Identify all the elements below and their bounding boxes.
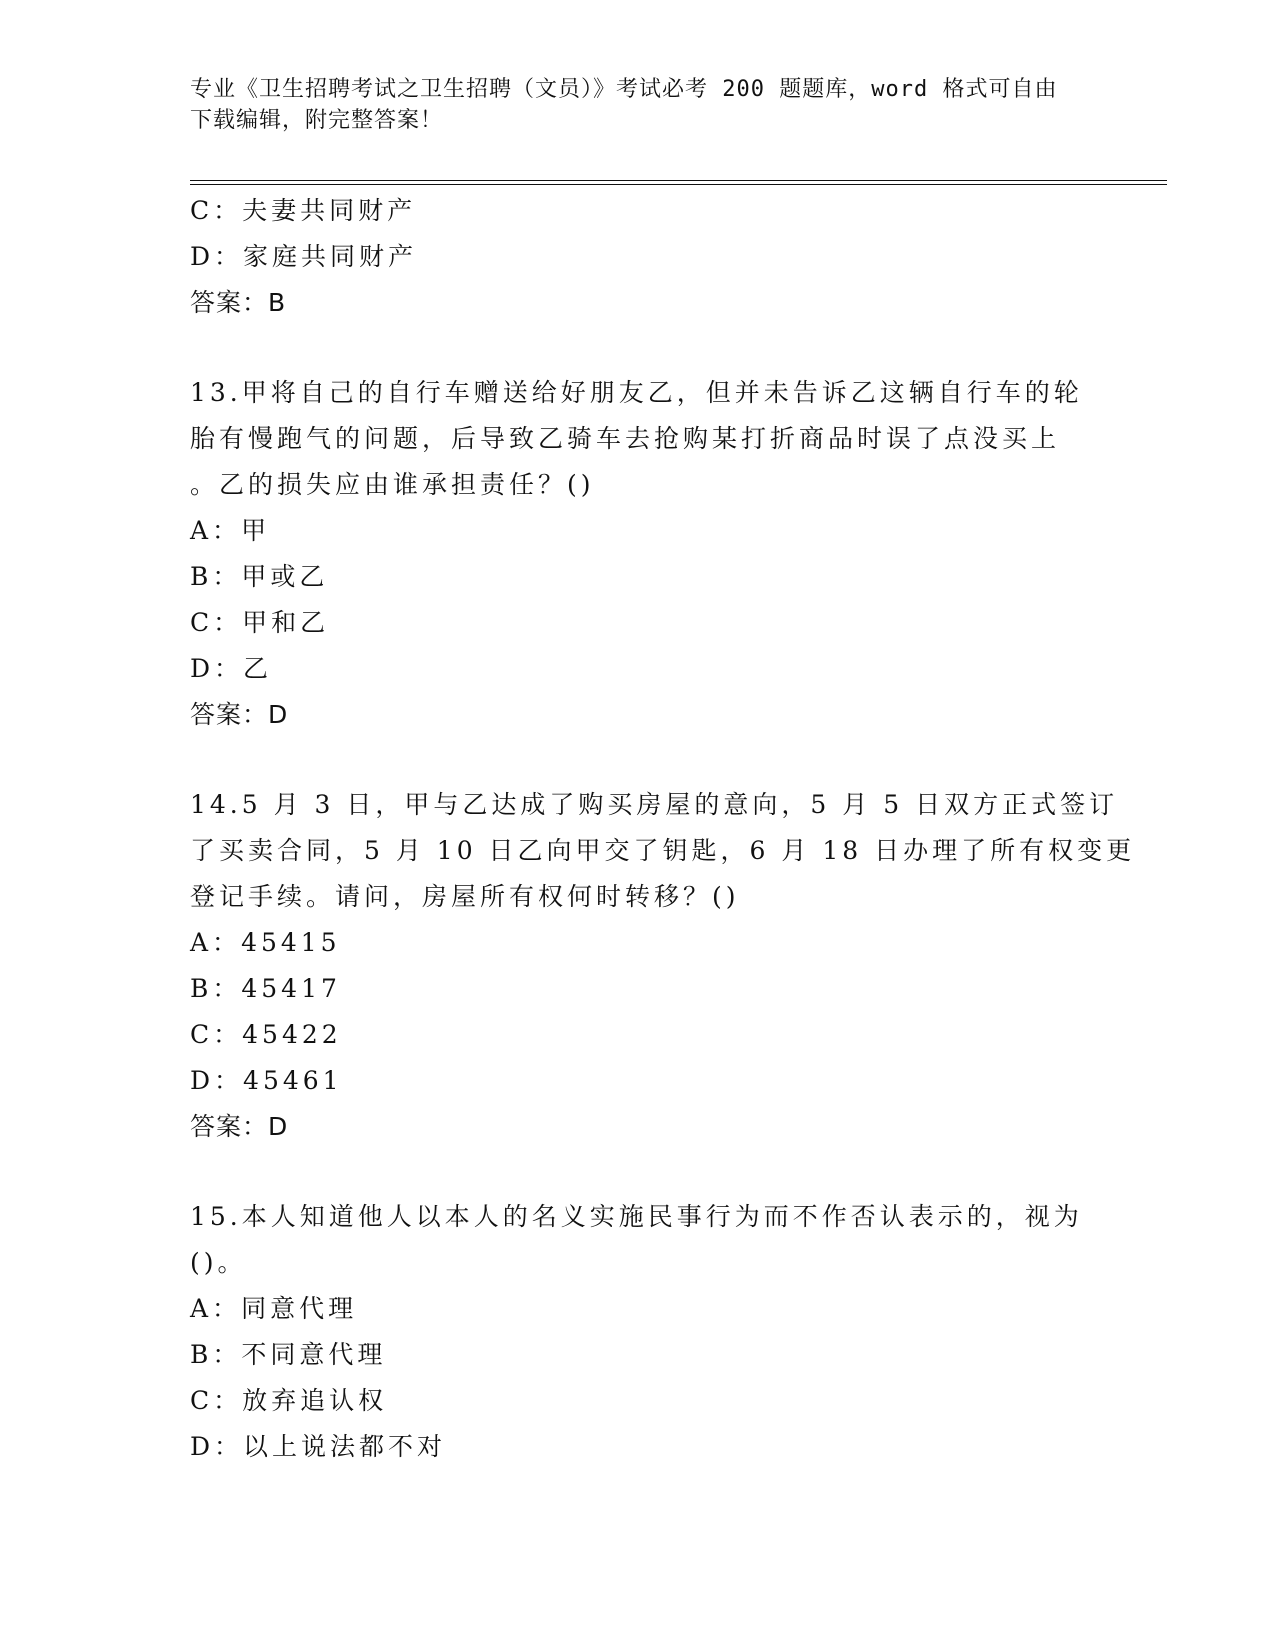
question-text-line: 15.本人知道他人以本人的名义实施民事行为而不作否认表示的，视为 bbox=[190, 1202, 1083, 1231]
question-text-line: 。乙的损失应由谁承担责任？() bbox=[190, 470, 595, 499]
option-text: 乙 bbox=[243, 654, 273, 683]
question-text-line: 14.5 月 3 日，甲与乙达成了购买房屋的意向，5 月 5 日双方正式签订 bbox=[190, 790, 1119, 819]
option-text: 放弃追认权 bbox=[242, 1386, 388, 1415]
option-label: B： bbox=[190, 1340, 242, 1369]
question-text-line: 胎有慢跑气的问题，后导致乙骑车去抢购某打折商品时误了点没买上 bbox=[190, 424, 1061, 453]
question-14 bbox=[190, 782, 1136, 920]
question-list bbox=[190, 188, 1136, 1470]
option-line bbox=[190, 1058, 1090, 1104]
option-line bbox=[190, 508, 1090, 554]
option-text: 同意代理 bbox=[241, 1294, 358, 1323]
header-divider-top bbox=[190, 180, 1167, 181]
option-text: 45415 bbox=[241, 928, 341, 957]
header-divider-bottom bbox=[190, 184, 1167, 185]
option-label: C： bbox=[190, 196, 243, 225]
question-text-line: 13.甲将自己的自行车赠送给好朋友乙，但并未告诉乙这辆自行车的轮 bbox=[190, 378, 1083, 407]
question-15 bbox=[190, 1194, 1090, 1286]
option-line bbox=[190, 1424, 1090, 1470]
option-line bbox=[190, 966, 1090, 1012]
option-text: 家庭共同财产 bbox=[243, 242, 418, 271]
option-label: A： bbox=[190, 1294, 242, 1323]
option-label: D： bbox=[190, 1066, 244, 1095]
question-text-line: 了买卖合同，5 月 10 日乙向甲交了钥匙，6 月 18 日办理了所有权变更 bbox=[190, 836, 1136, 865]
option-text: 甲和乙 bbox=[242, 608, 330, 637]
option-label: D： bbox=[190, 654, 244, 683]
question-text-line: ()。 bbox=[190, 1248, 247, 1277]
option-line bbox=[190, 1332, 1090, 1378]
option-line bbox=[190, 1286, 1090, 1332]
option-text: 以上说法都不对 bbox=[243, 1432, 447, 1461]
option-label: B： bbox=[190, 974, 242, 1003]
option-line bbox=[190, 646, 1090, 692]
option-label: C： bbox=[190, 1020, 243, 1049]
option-label: C： bbox=[190, 1386, 243, 1415]
option-text: 甲 bbox=[241, 516, 271, 545]
option-line bbox=[190, 234, 1090, 280]
option-line bbox=[190, 554, 1090, 600]
option-line bbox=[190, 920, 1090, 966]
option-text: 不同意代理 bbox=[241, 1340, 387, 1369]
option-label: D： bbox=[190, 1432, 244, 1461]
option-line bbox=[190, 1378, 1090, 1424]
document-title: 专业《卫生招聘考试之卫生招聘（文员）》考试必考 200 题题库，word 格式可自由下载编辑，附完整答案！ bbox=[190, 77, 1058, 133]
answer-line: 答案：D bbox=[190, 1112, 289, 1141]
option-text: 45417 bbox=[241, 974, 341, 1003]
option-text: 45422 bbox=[242, 1020, 342, 1049]
option-text: 甲或乙 bbox=[241, 562, 329, 591]
question-text-line: 登记手续。请问，房屋所有权何时转移？() bbox=[190, 882, 740, 911]
option-label: C： bbox=[190, 608, 243, 637]
question-13 bbox=[190, 370, 1090, 508]
option-line bbox=[190, 188, 1090, 234]
option-text: 45461 bbox=[243, 1066, 343, 1095]
option-label: B： bbox=[190, 562, 242, 591]
option-label: A： bbox=[190, 928, 242, 957]
option-line bbox=[190, 1012, 1090, 1058]
option-text: 夫妻共同财产 bbox=[242, 196, 417, 225]
option-line bbox=[190, 600, 1090, 646]
option-label: A： bbox=[190, 516, 242, 545]
answer-line: 答案：D bbox=[190, 700, 289, 729]
option-label: D： bbox=[190, 242, 244, 271]
answer-line: 答案：B bbox=[190, 288, 287, 317]
